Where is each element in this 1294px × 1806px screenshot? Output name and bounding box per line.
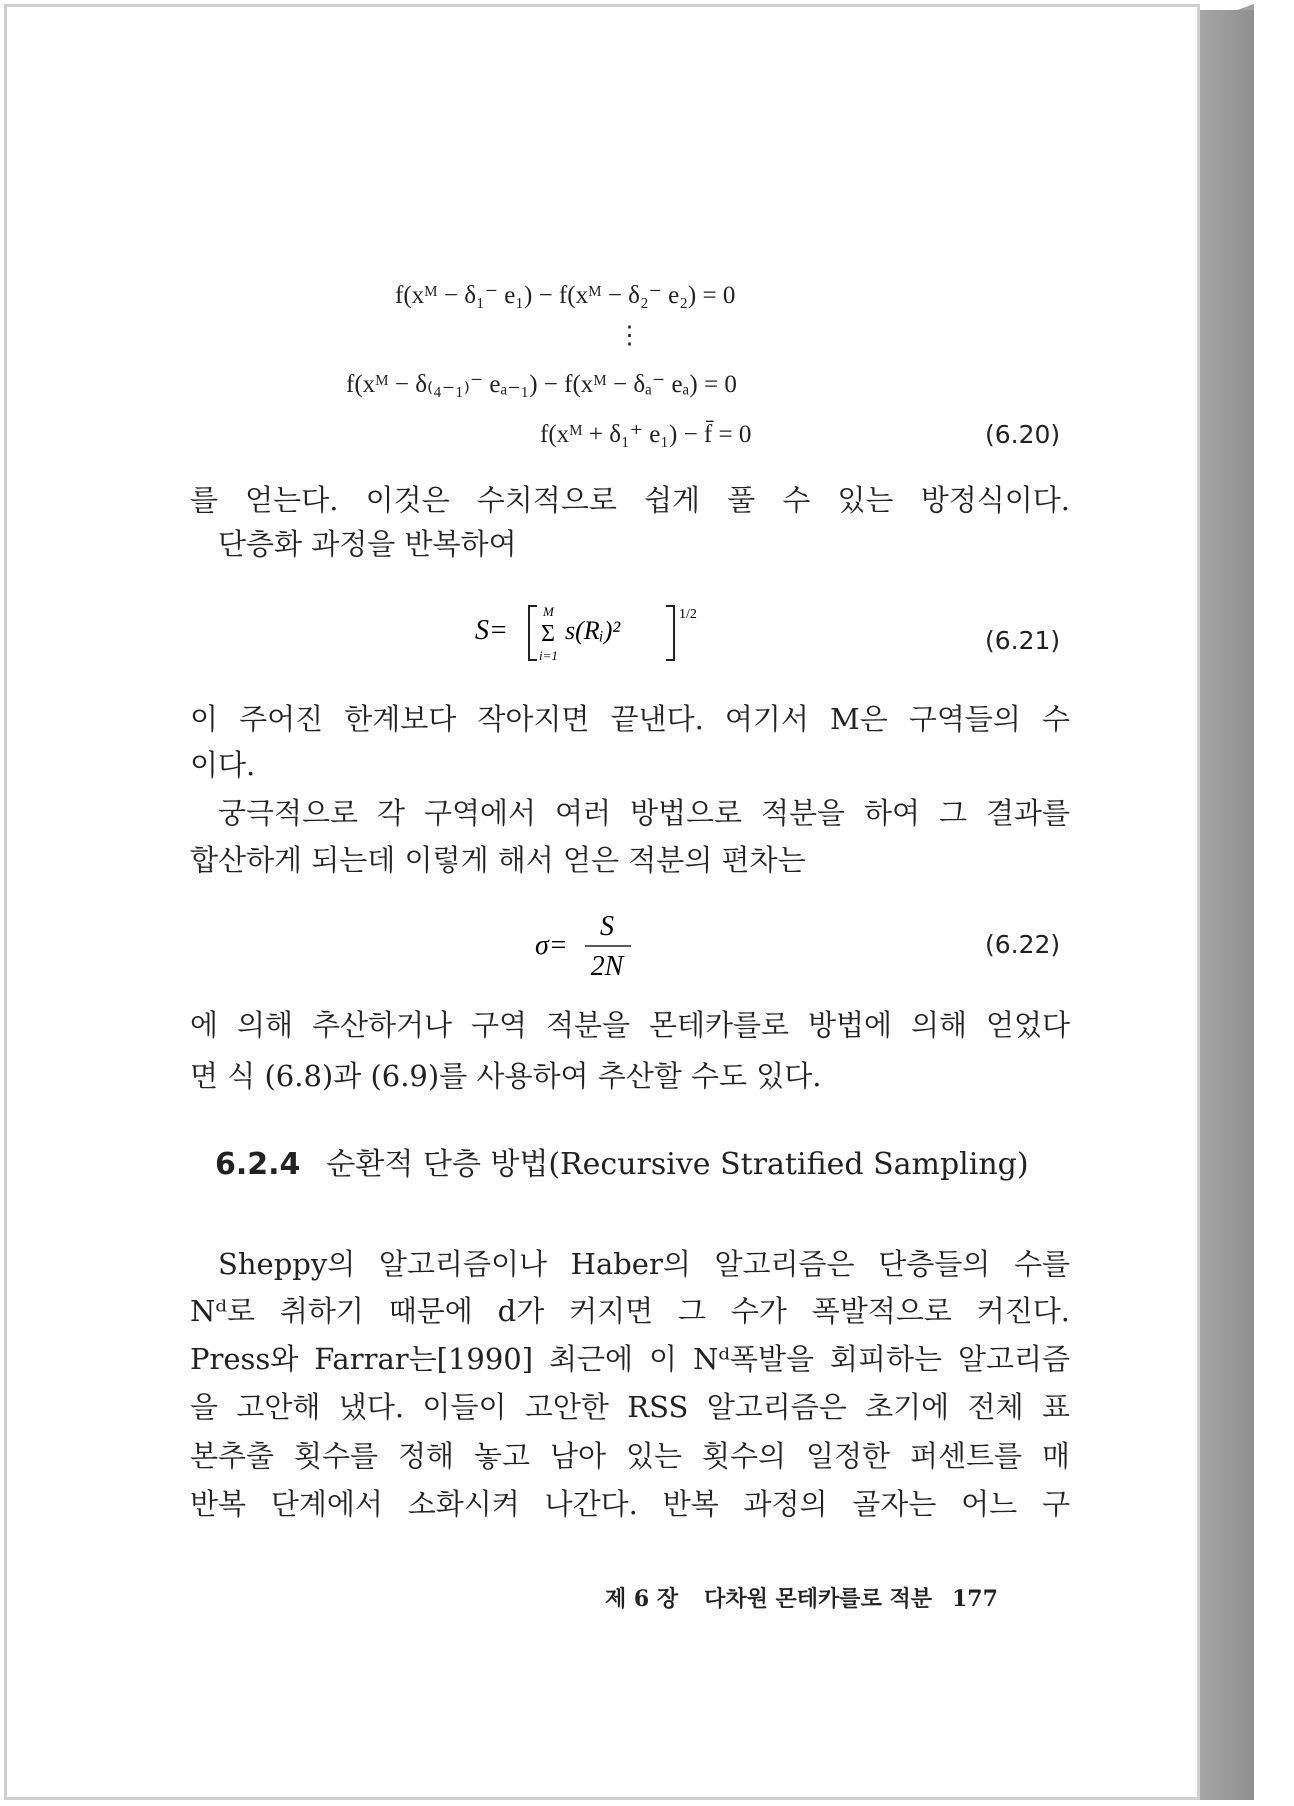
eq-622-lhs: σ=	[535, 930, 568, 961]
page-number: 177	[951, 1586, 998, 1612]
page-footer	[605, 1588, 998, 1610]
fraction-denominator: 2N	[590, 951, 624, 982]
paragraph-4-line-5: 본추출 횟수를 정해 놓고 남아 있는 횟수의 일정한 퍼센트를 매	[190, 1439, 1070, 1473]
equation-621-label: (6.21)	[985, 626, 1061, 655]
eq-621-lhs: S=	[475, 615, 508, 646]
paragraph-2-line-3: 궁극적으로 각 구역에서 여러 방법으로 적분을 하여 그 결과를	[218, 796, 1070, 830]
section-title: 순환적 단층 방법(Recursive Stratified Sampling)	[326, 1147, 1029, 1182]
paragraph-4-line-4: 을 고안해 냈다. 이들이 고안한 RSS 알고리즘은 초기에 전체 표	[190, 1390, 1070, 1424]
paragraph-2-line-2: 이다.	[190, 748, 256, 782]
page-stack-edge	[1198, 10, 1254, 1800]
equation-620-vdots: ⋮	[617, 322, 642, 349]
footer-title: 다차원 몬테카를로 적분	[704, 1586, 932, 1612]
paragraph-4-line-3: Press와 Farrar는[1990] 최근에 이 Nᵈ폭발을 회피하는 알고리즘	[190, 1342, 1070, 1376]
footer-chapter: 제 6 장	[605, 1586, 679, 1612]
paragraph-4-line-6: 반복 단계에서 소화시켜 나간다. 반복 과정의 골자는 어느 구	[190, 1487, 1070, 1521]
equation-622-label: (6.22)	[985, 930, 1061, 959]
paragraph-1-line-1: 를 얻는다. 이것은 수치적으로 쉽게 풀 수 있는 방정식이다.	[190, 483, 1070, 517]
right-bracket	[666, 606, 674, 660]
left-bracket	[529, 606, 537, 660]
paragraph-3-line-2: 면 식 (6.8)과 (6.9)를 사용하여 추산할 수도 있다.	[190, 1059, 822, 1093]
equation-620-line-1: f(xᴹ − δ₁⁻ e₁) − f(xᴹ − δ₂⁻ e₂) = 0	[395, 282, 736, 309]
equation-622	[535, 905, 655, 985]
paragraph-4-line-1: Sheppy의 알고리즘이나 Haber의 알고리즘은 단층들의 수를	[218, 1247, 1070, 1281]
sum-body: s(Rᵢ)²	[565, 616, 621, 645]
book-page	[4, 4, 1200, 1800]
equation-620-line-3: f(xᴹ − δ₍₄₋₁₎⁻ eₐ₋₁) − f(xᴹ − δₐ⁻ eₐ) = 0	[346, 371, 737, 398]
paragraph-2-line-4: 합산하게 되는데 이렇게 해서 얻은 적분의 편차는	[190, 843, 806, 877]
power-exponent: 1/2	[679, 607, 697, 622]
paragraph-1-line-2: 단층화 과정을 반복하여	[218, 527, 517, 561]
paragraph-2-line-1: 이 주어진 한계보다 작아지면 끝낸다. 여기서 M은 구역들의 수	[190, 702, 1070, 736]
sigma-sum-symbol: Σ	[541, 621, 555, 647]
sum-lower-limit: i=1	[539, 648, 558, 663]
fraction-numerator: S	[600, 911, 614, 942]
equation-620-line-4: f(xᴹ + δ₁⁺ e₁) − f̄ = 0	[540, 421, 752, 448]
section-heading	[215, 1147, 1029, 1182]
sum-upper-limit: M	[543, 604, 554, 619]
paragraph-3-line-1: 에 의해 추산하거나 구역 적분을 몬테카를로 방법에 의해 얻었다	[190, 1008, 1070, 1042]
paragraph-4-line-2: Nᵈ로 취하기 때문에 d가 커지면 그 수가 폭발적으로 커진다.	[190, 1294, 1070, 1328]
equation-620-label: (6.20)	[985, 420, 1061, 449]
equation-621	[475, 592, 735, 672]
section-number: 6.2.4	[215, 1147, 301, 1182]
